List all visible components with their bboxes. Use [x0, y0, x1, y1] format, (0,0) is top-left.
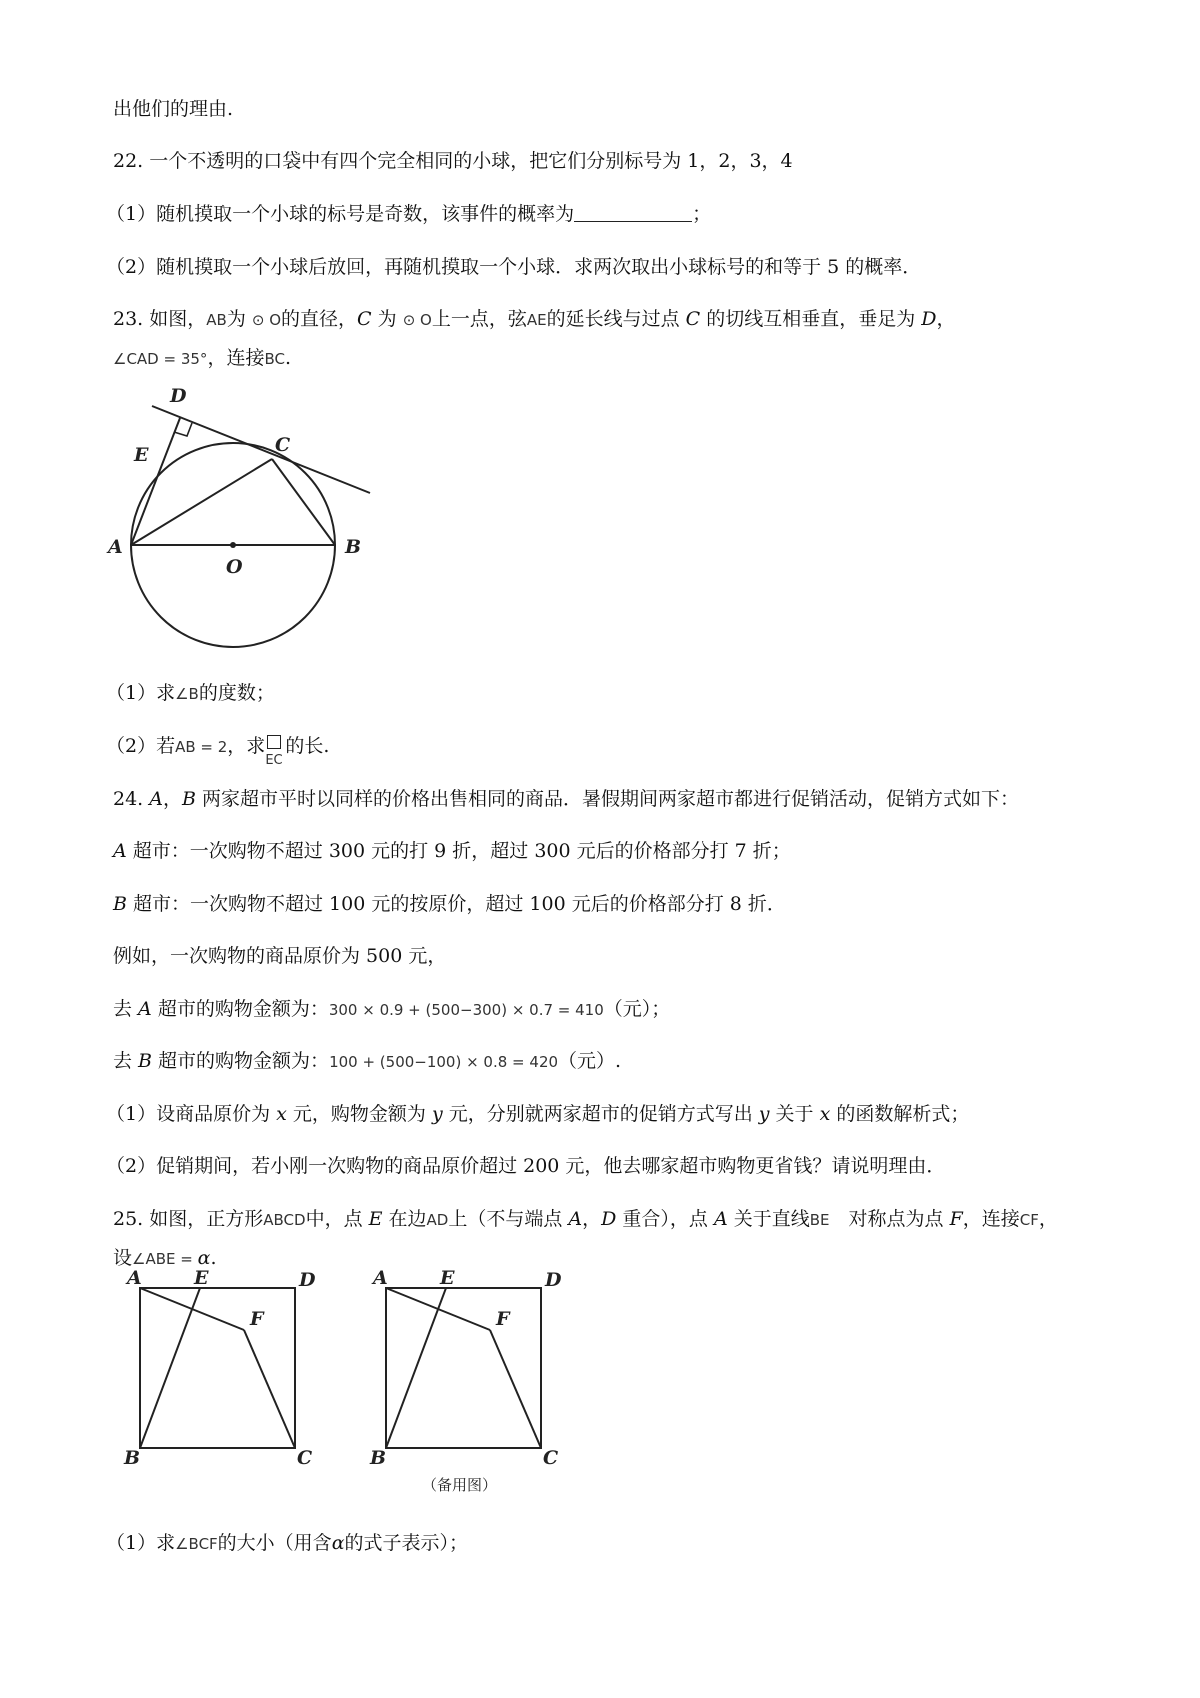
label-e: E — [440, 1268, 455, 1289]
square-figure-main — [123, 1268, 316, 1469]
question-24-title: 24. A，B 两家超市平时以同样的价格出售相同的商品．暑假期间两家超市都进行促销活动，促销方式如下： — [113, 788, 1020, 810]
square-figures — [110, 1268, 590, 1508]
question-25-angle: 设∠ABE = α. — [113, 1247, 217, 1269]
line-ae-extended — [131, 418, 180, 545]
question-22-part-2: （2）随机摸取一个小球后放回，再随机摸取一个小球．求两次取出小球标号的和等于 5 的概率． — [106, 256, 922, 278]
circle-tangent-figure — [100, 375, 390, 675]
arc-ec-symbol: EC — [265, 734, 285, 756]
question-25-part-1: （1）求∠BCF的大小（用含α的式子表示）； — [106, 1532, 469, 1554]
question-24-part-2: （2）促销期间，若小刚一次购物的商品原价超过 200 元，他去哪家超市购物更省钱？请说明理由． — [106, 1155, 946, 1177]
label-a: A — [127, 1268, 142, 1289]
center-point — [230, 542, 236, 548]
label-f: F — [250, 1308, 264, 1330]
question-25-title: 25. 如图，正方形ABCD中，点 E 在边AD上（不与端点 A，D 重合），点 A 关于直线BE 对称点为点 F，连接CF， — [113, 1208, 1058, 1230]
square-figure-backup — [369, 1268, 562, 1494]
supermarket-b-rule: B 超市：一次购物不超过 100 元的按原价，超过 100 元后的价格部分打 8 折． — [113, 893, 786, 915]
label-d: D — [170, 385, 187, 407]
line-fc — [244, 1330, 295, 1448]
label-b: B — [345, 536, 362, 558]
label-e: E — [134, 444, 149, 466]
question-22-part-1: （1）随机摸取一个小球的标号是奇数，该事件的概率为 ； — [106, 203, 712, 225]
label-f: F — [496, 1308, 510, 1330]
question-23-part-1: （1）求∠B的度数； — [106, 682, 275, 704]
label-c: C — [543, 1447, 559, 1469]
tangent-line — [152, 406, 370, 493]
question-22-title: 22. 一个不透明的口袋中有四个完全相同的小球，把它们分别标号为 1，2，3，4 — [113, 150, 793, 172]
label-e: E — [194, 1268, 209, 1289]
question-23-title: 23. 如图，AB为 ⊙ O的直径，C 为 ⊙ O上一点，弦AE的延长线与过点 C 的切线互相垂直，垂足为 D， — [113, 308, 956, 330]
line-af — [140, 1288, 244, 1330]
label-d: D — [545, 1269, 562, 1291]
label-a: A — [373, 1268, 388, 1289]
example-b-amount: 去 B 超市的购物金额为：100 + (500−100) × 0.8 = 420（元）. — [113, 1050, 622, 1072]
label-b: B — [370, 1447, 387, 1469]
question-23-part-2: （2）若AB = 2，求 EC 的长. — [106, 735, 330, 768]
label-o: O — [226, 556, 243, 578]
example-line: 例如，一次购物的商品原价为 500 元， — [113, 945, 447, 967]
question-24-part-1: （1）设商品原价为 x 元，购物金额为 y 元，分别就两家超市的促销方式写出 y 关于 x 的函数解析式； — [106, 1103, 970, 1125]
answer-blank[interactable] — [574, 203, 692, 222]
label-a: A — [108, 536, 123, 558]
label-c: C — [297, 1447, 313, 1469]
example-a-amount: 去 A 超市的购物金额为：300 × 0.9 + (500−300) × 0.7 = 410（元）； — [113, 998, 671, 1020]
label-c: C — [275, 434, 291, 456]
label-b: B — [124, 1447, 141, 1469]
label-d: D — [299, 1269, 316, 1291]
chord-ac — [131, 459, 272, 545]
supermarket-a-rule: A 超市：一次购物不超过 300 元的打 9 折，超过 300 元后的价格部分打 7 折； — [113, 840, 791, 862]
question-23-angle: ∠CAD = 35°，连接BC. — [113, 347, 292, 369]
figure-caption: （备用图） — [422, 1476, 498, 1494]
line-be — [140, 1288, 200, 1448]
text-line: 出他们的理由. — [113, 98, 234, 120]
